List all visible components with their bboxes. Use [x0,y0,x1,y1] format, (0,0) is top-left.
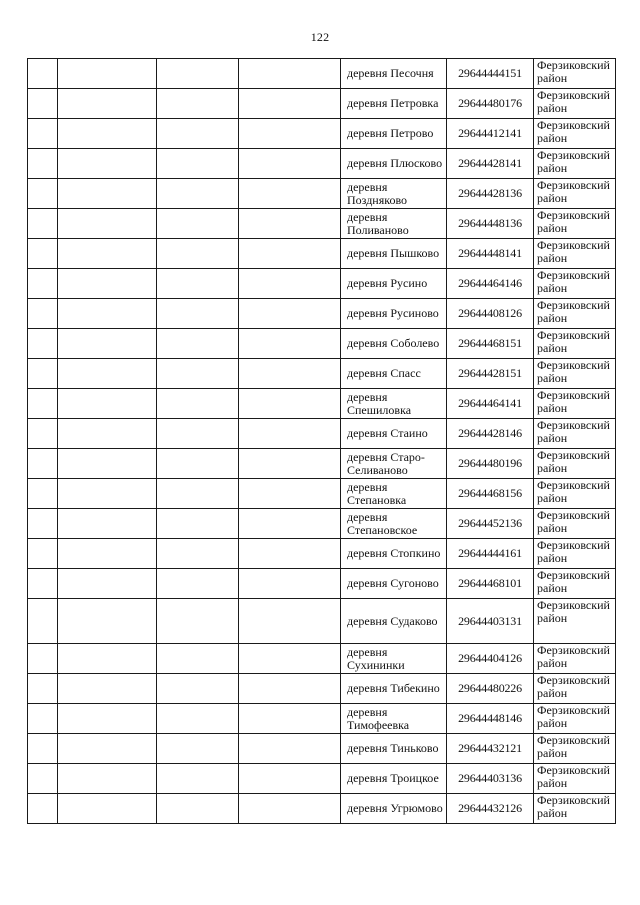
empty-cell [157,599,239,644]
empty-cell [239,419,341,449]
district-name: Ферзиковский район [537,448,610,475]
okato-code: 29644448141 [458,246,522,260]
settlement-name-cell [341,299,447,329]
empty-cell [239,359,341,389]
empty-cell [239,479,341,509]
okato-code-cell [447,644,534,674]
okato-code: 29644404126 [458,651,522,665]
okato-code-cell [447,329,534,359]
empty-cell [157,449,239,479]
okato-code-cell [447,704,534,734]
empty-cell [239,644,341,674]
empty-cell [239,299,341,329]
empty-cell [157,569,239,599]
okato-code: 29644468151 [458,336,522,350]
settlement-name-cell [341,149,447,179]
okato-code: 29644464141 [458,396,522,410]
okato-code: 29644428151 [458,366,522,380]
empty-cell [58,449,157,479]
empty-cell [28,419,58,449]
settlement-name-cell [341,209,447,239]
settlement-name-cell [341,644,447,674]
empty-cell [58,149,157,179]
settlement-name: деревня Спешиловка [347,389,412,417]
settlement-name-cell [341,539,447,569]
table-row [28,794,616,824]
district-name: Ферзиковский район [537,58,610,85]
settlements-table [27,58,616,824]
okato-code: 29644468156 [458,486,522,500]
okato-code-cell [447,509,534,539]
okato-code: 29644428141 [458,156,522,170]
district-name: Ферзиковский район [537,643,610,670]
table-row [28,59,616,89]
empty-cell [239,239,341,269]
district-name-cell [534,239,616,269]
district-name: Ферзиковский район [537,88,610,115]
okato-code-cell [447,539,534,569]
settlement-name: деревня Степановка [347,479,407,507]
okato-code: 29644428146 [458,426,522,440]
district-name: Ферзиковский район [537,298,610,325]
settlement-name: деревня Степановское [347,509,418,537]
settlement-name: деревня Русино [347,276,428,290]
empty-cell [58,479,157,509]
empty-cell [28,704,58,734]
settlement-name: деревня Старо-Селиваново [347,449,425,477]
district-name: Ферзиковский район [537,703,610,730]
district-name-cell [534,389,616,419]
table-row [28,179,616,209]
settlement-name: деревня Русиново [347,306,439,320]
settlement-name: деревня Песочня [347,66,434,80]
empty-cell [157,539,239,569]
empty-cell [157,704,239,734]
empty-cell [239,329,341,359]
settlement-name-cell [341,419,447,449]
empty-cell [157,179,239,209]
district-name-cell [534,764,616,794]
empty-cell [157,59,239,89]
settlement-name-cell [341,329,447,359]
district-name-cell [534,734,616,764]
empty-cell [28,59,58,89]
settlement-name-cell [341,59,447,89]
district-name-cell [534,449,616,479]
settlement-name: деревня Соболево [347,336,440,350]
empty-cell [28,149,58,179]
district-name-cell [534,599,616,644]
district-name-cell [534,149,616,179]
empty-cell [28,179,58,209]
okato-code-cell [447,569,534,599]
district-name: Ферзиковский район [537,478,610,505]
okato-code: 29644432121 [458,741,522,755]
empty-cell [28,209,58,239]
empty-cell [58,389,157,419]
empty-cell [58,599,157,644]
table-row [28,239,616,269]
settlement-name: деревня Поливаново [347,209,409,237]
table-row [28,704,616,734]
okato-code-cell [447,479,534,509]
settlement-name: деревня Петрово [347,126,434,140]
empty-cell [58,674,157,704]
empty-cell [58,59,157,89]
settlement-name-cell [341,269,447,299]
empty-cell [28,539,58,569]
empty-cell [157,269,239,299]
empty-cell [157,299,239,329]
table-row [28,539,616,569]
empty-cell [28,299,58,329]
empty-cell [58,209,157,239]
empty-cell [157,419,239,449]
okato-code: 29644428136 [458,186,522,200]
okato-code-cell [447,89,534,119]
settlement-name-cell [341,179,447,209]
empty-cell [28,599,58,644]
empty-cell [58,704,157,734]
okato-code: 29644408126 [458,306,522,320]
empty-cell [28,329,58,359]
district-name-cell [534,539,616,569]
district-name-cell [534,359,616,389]
okato-code-cell [447,419,534,449]
empty-cell [28,794,58,824]
empty-cell [58,734,157,764]
settlement-name: деревня Сухининки [347,644,405,672]
empty-cell [28,119,58,149]
settlement-name: деревня Троицкое [347,771,439,785]
okato-code-cell [447,449,534,479]
district-name: Ферзиковский район [537,793,610,820]
empty-cell [239,89,341,119]
okato-code: 29644403136 [458,771,522,785]
empty-cell [58,329,157,359]
district-name: Ферзиковский район [537,358,610,385]
empty-cell [58,269,157,299]
okato-code: 29644480176 [458,96,522,110]
okato-code: 29644444151 [458,66,522,80]
district-name-cell [534,269,616,299]
empty-cell [239,149,341,179]
table-row [28,569,616,599]
empty-cell [28,479,58,509]
okato-code-cell [447,389,534,419]
settlement-name: деревня Угрюмово [347,801,443,815]
empty-cell [157,674,239,704]
settlement-name: деревня Тиньково [347,741,439,755]
district-name-cell [534,644,616,674]
settlement-name-cell [341,359,447,389]
empty-cell [239,119,341,149]
settlement-name: деревня Сугоново [347,576,439,590]
district-name-cell [534,674,616,704]
district-name: Ферзиковский район [537,733,610,760]
okato-code-cell [447,674,534,704]
empty-cell [157,764,239,794]
empty-cell [157,119,239,149]
empty-cell [28,674,58,704]
district-name: Ферзиковский район [537,568,610,595]
settlement-name-cell [341,734,447,764]
empty-cell [28,509,58,539]
empty-cell [58,359,157,389]
district-name: Ферзиковский район [537,598,610,625]
table-row [28,89,616,119]
empty-cell [28,569,58,599]
empty-cell [58,179,157,209]
empty-cell [157,89,239,119]
settlement-name-cell [341,389,447,419]
empty-cell [239,449,341,479]
table-row [28,389,616,419]
settlement-name: деревня Плюсково [347,156,443,170]
settlement-name: деревня Петровка [347,96,439,110]
empty-cell [157,389,239,419]
table-row [28,764,616,794]
empty-cell [157,149,239,179]
empty-cell [157,794,239,824]
empty-cell [28,239,58,269]
district-name-cell [534,794,616,824]
empty-cell [58,239,157,269]
settlement-name-cell [341,674,447,704]
district-name: Ферзиковский район [537,148,610,175]
okato-code: 29644452136 [458,516,522,530]
table-row [28,119,616,149]
page-number: 122 [310,30,330,44]
settlement-name-cell [341,479,447,509]
settlement-name-cell [341,119,447,149]
empty-cell [28,269,58,299]
okato-code-cell [447,239,534,269]
district-name-cell [534,419,616,449]
district-name: Ферзиковский район [537,208,610,235]
empty-cell [239,674,341,704]
table-row [28,674,616,704]
district-name-cell [534,209,616,239]
okato-code-cell [447,794,534,824]
table-row [28,734,616,764]
empty-cell [28,449,58,479]
table-row [28,299,616,329]
okato-code-cell [447,299,534,329]
empty-cell [239,539,341,569]
empty-cell [239,734,341,764]
empty-cell [28,89,58,119]
table-row [28,419,616,449]
okato-code: 29644448146 [458,711,522,725]
table-row [28,599,616,644]
okato-code: 29644468101 [458,576,522,590]
district-name-cell [534,329,616,359]
empty-cell [239,794,341,824]
table-row [28,509,616,539]
settlement-name: деревня Тибекино [347,681,440,695]
table-row [28,644,616,674]
settlement-name: деревня Тимофеевка [347,704,410,732]
empty-cell [239,764,341,794]
settlement-name: деревня Стопкино [347,546,441,560]
empty-cell [157,359,239,389]
okato-code: 29644480226 [458,681,522,695]
district-name: Ферзиковский район [537,538,610,565]
table-row [28,209,616,239]
empty-cell [157,479,239,509]
district-name-cell [534,59,616,89]
settlement-name: деревня Судаково [347,613,438,628]
settlement-name-cell [341,89,447,119]
okato-code: 29644464146 [458,276,522,290]
district-name-cell [534,479,616,509]
table-body [28,59,616,824]
empty-cell [28,764,58,794]
district-name-cell [534,89,616,119]
settlement-name: деревня Поздняково [347,179,408,207]
settlement-name-cell [341,449,447,479]
district-name-cell [534,704,616,734]
district-name: Ферзиковский район [537,178,610,205]
district-name: Ферзиковский район [537,268,610,295]
settlement-name-cell [341,569,447,599]
empty-cell [58,119,157,149]
settlement-name-cell [341,704,447,734]
district-name: Ферзиковский район [537,328,610,355]
empty-cell [157,734,239,764]
okato-code: 29644444161 [458,546,522,560]
settlement-name-cell [341,794,447,824]
okato-code-cell [447,764,534,794]
empty-cell [28,644,58,674]
okato-code-cell [447,149,534,179]
okato-code-cell [447,734,534,764]
district-name: Ферзиковский район [537,418,610,445]
table-row [28,149,616,179]
empty-cell [239,209,341,239]
empty-cell [239,389,341,419]
okato-code-cell [447,179,534,209]
district-name-cell [534,299,616,329]
table-row [28,449,616,479]
district-name-cell [534,179,616,209]
settlement-name: деревня Спасс [347,366,421,380]
empty-cell [58,419,157,449]
okato-code-cell [447,599,534,644]
empty-cell [58,509,157,539]
settlement-name: деревня Стаино [347,426,428,440]
table-row [28,479,616,509]
empty-cell [58,644,157,674]
empty-cell [58,299,157,329]
district-name: Ферзиковский район [537,388,610,415]
okato-code-cell [447,359,534,389]
settlement-name-cell [341,764,447,794]
okato-code-cell [447,209,534,239]
settlement-name-cell [341,509,447,539]
empty-cell [157,509,239,539]
okato-code-cell [447,119,534,149]
empty-cell [239,569,341,599]
okato-code-cell [447,59,534,89]
district-name-cell [534,569,616,599]
empty-cell [157,239,239,269]
empty-cell [58,539,157,569]
settlement-name-cell [341,599,447,644]
okato-code: 29644480196 [458,456,522,470]
empty-cell [157,329,239,359]
district-name: Ферзиковский район [537,673,610,700]
district-name: Ферзиковский район [537,508,610,535]
district-name-cell [534,509,616,539]
empty-cell [239,599,341,644]
district-name: Ферзиковский район [537,118,610,145]
empty-cell [239,269,341,299]
district-name: Ферзиковский район [537,763,610,790]
okato-code: 29644448136 [458,216,522,230]
settlement-name-cell [341,239,447,269]
empty-cell [239,179,341,209]
okato-code: 29644403131 [458,613,522,628]
table-row [28,269,616,299]
empty-cell [28,359,58,389]
empty-cell [157,644,239,674]
table-row [28,359,616,389]
empty-cell [58,764,157,794]
empty-cell [28,734,58,764]
okato-code: 29644412141 [458,126,522,140]
empty-cell [239,59,341,89]
empty-cell [239,704,341,734]
empty-cell [157,209,239,239]
table-row [28,329,616,359]
okato-code: 29644432126 [458,801,522,815]
empty-cell [239,509,341,539]
district-name-cell [534,119,616,149]
empty-cell [28,389,58,419]
okato-code-cell [447,269,534,299]
empty-cell [58,794,157,824]
empty-cell [58,89,157,119]
empty-cell [58,569,157,599]
district-name: Ферзиковский район [537,238,610,265]
settlement-name: деревня Пышково [347,246,440,260]
